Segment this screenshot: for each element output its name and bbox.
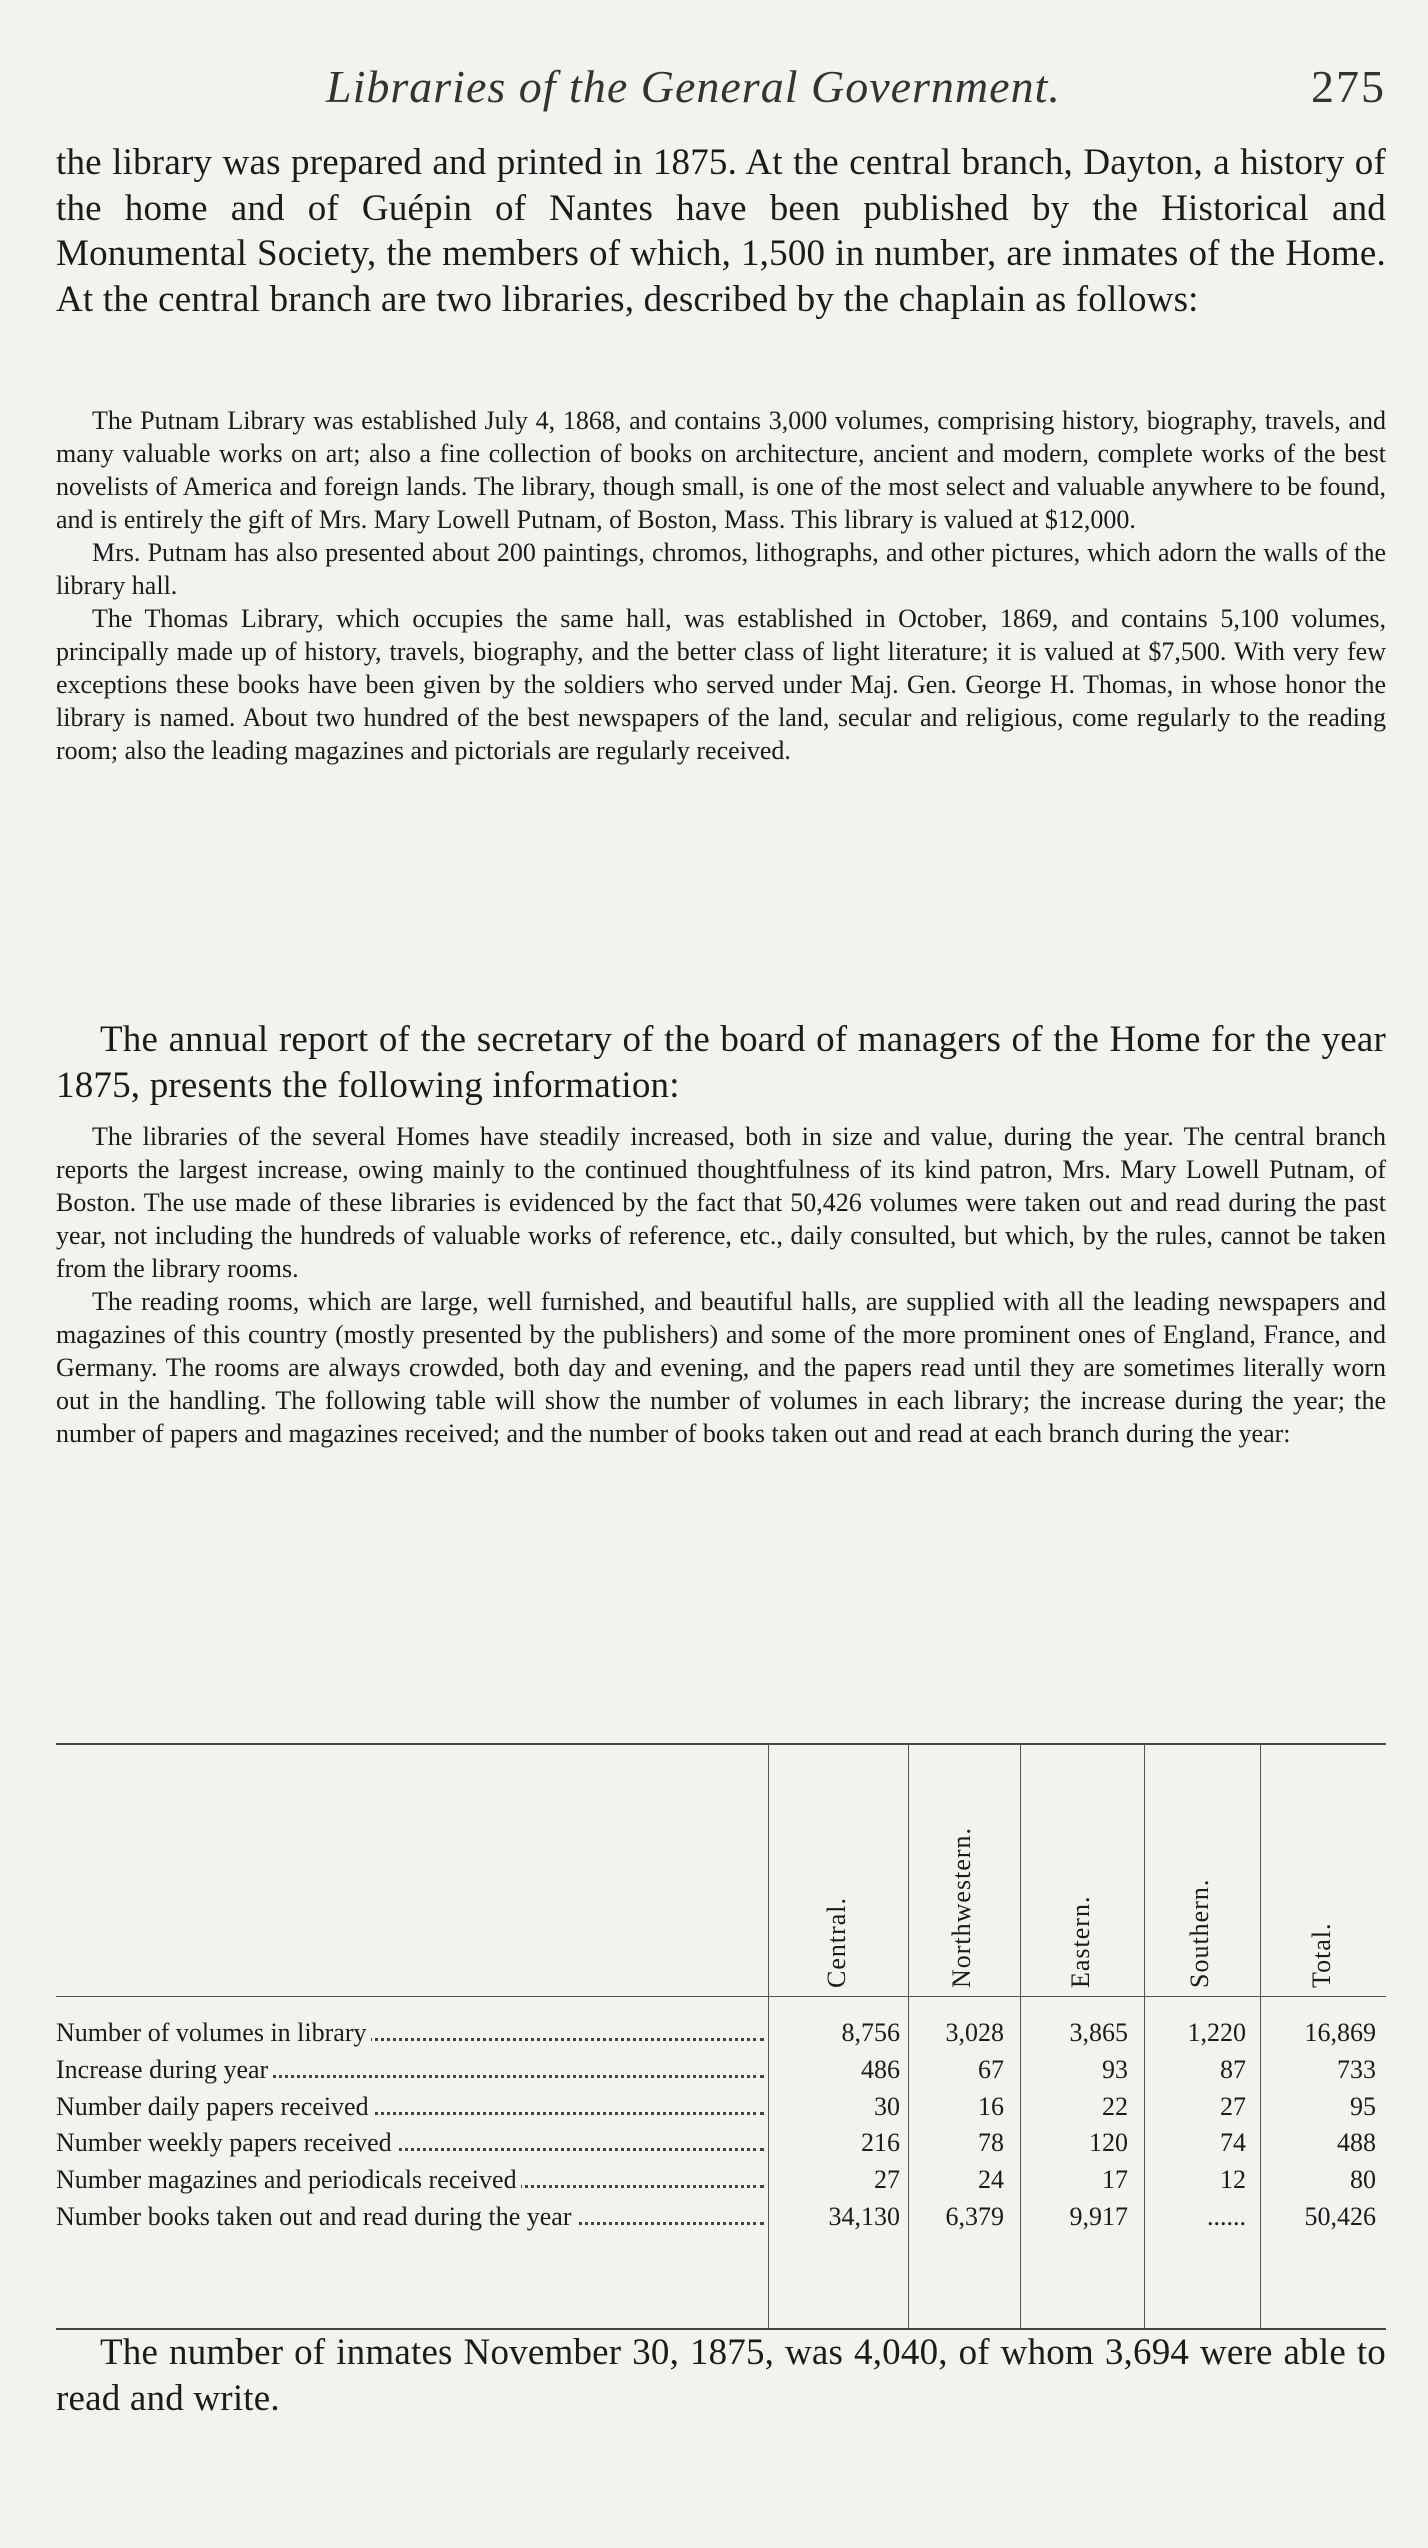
quote-paragraph: The Thomas Library, which occupies the same hall, was established in October, 1869, and contains 5,100 volumes, principally made up of history, travels, biography, and the better class of light literature; it is valued at $7,500. With very few exceptions these books have been given by the soldiers who served under Maj. Gen. George H. Thomas, in whose honor the library is named. About two hundred of the best newspapers of the land, secular and religious, come regularly to the reading room; also the leading magazines and pictorials are regularly received. xyxy=(56,604,1386,765)
table-cell: 27 xyxy=(1220,2091,1246,2121)
table-row-label xyxy=(56,2015,764,2051)
table-header-rule xyxy=(56,1996,1386,1997)
row-label-text: Number of volumes in library xyxy=(56,2018,371,2047)
column-divider xyxy=(1144,1743,1145,2329)
table-cell: 733 xyxy=(1337,2054,1376,2084)
table-row-label xyxy=(56,2125,764,2161)
intro-paragraph: the library was prepared and printed in 1875. At the central branch, Dayton, a history of the home and of Guépin of Nantes have been published by the Historical and Monumental Society, the members of which, 1,500 in number, are inmates of the Home. At the central branch are two libraries, described by the chaplain as follows: xyxy=(56,142,1386,320)
table-cell: 120 xyxy=(1089,2128,1128,2158)
table-cell: 1,220 xyxy=(1187,2018,1246,2047)
table-row-label xyxy=(56,2162,764,2198)
quote-paragraph: Mrs. Putnam has also presented about 200 paintings, chromos, lithographs, and other pictures, which adorn the walls of the library hall. xyxy=(56,538,1386,600)
table-cell: 3,865 xyxy=(1069,2018,1128,2047)
report-quote xyxy=(56,1120,1386,1450)
table-cell: 216 xyxy=(861,2128,900,2158)
table-cell: 78 xyxy=(978,2128,1004,2158)
table-cell: 80 xyxy=(1350,2165,1376,2195)
page-number: 275 xyxy=(1311,61,1386,112)
table-cell: 27 xyxy=(874,2165,900,2195)
table-cell: 486 xyxy=(861,2054,900,2084)
table-cell: 16 xyxy=(978,2091,1004,2121)
column-header-central: Central. xyxy=(822,1896,851,1988)
table-cell: 6,379 xyxy=(945,2202,1004,2231)
table-cell: 9,917 xyxy=(1069,2202,1128,2231)
table-row-label xyxy=(56,2089,764,2125)
row-label-text: Number magazines and periodicals received xyxy=(56,2165,521,2194)
column-divider xyxy=(768,1743,769,2329)
table-cell: 22 xyxy=(1102,2091,1128,2121)
table-cell: 87 xyxy=(1220,2054,1246,2084)
closing-section xyxy=(56,2330,1386,2421)
row-label-text: Number books taken out and read during the year xyxy=(56,2202,576,2231)
quote-paragraph: The reading rooms, which are large, well furnished, and beautiful halls, are supplied with all the leading newspapers and magazines of this country (mostly presented by the publishers) and some of the more prominent ones of England, France, and Germany. The rooms are always crowded, both day and evening, and the papers read until they are sometimes literally worn out in the handling. The following table will show the number of volumes in each library; the increase during the year; the number of papers and magazines received; and the number of books taken out and read at each branch during the year: xyxy=(56,1287,1386,1448)
quote-paragraph: The libraries of the several Homes have steadily increased, both in size and value, during the year. The central branch reports the largest increase, owing mainly to the continued thoughtfulness of its kind patron, Mrs. Mary Lowell Putnam, of Boston. The use made of these libraries is evidenced by the fact that 50,426 volumes were taken out and read during the past year, not including the hundreds of valuable works of reference, etc., daily consulted, but which, by the rules, cannot be taken from the library rooms. xyxy=(56,1122,1386,1283)
annual-paragraph: The annual report of the secretary of the board of managers of the Home for the year 1875, presents the following information: xyxy=(56,1019,1386,1106)
table-cell: 3,028 xyxy=(945,2018,1004,2047)
table-cell: 24 xyxy=(978,2165,1004,2195)
table-cell: 74 xyxy=(1220,2128,1246,2158)
table-cell: 30 xyxy=(874,2091,900,2121)
annual-report-intro xyxy=(56,1017,1386,1108)
column-header-southern: Southern. xyxy=(1185,1878,1214,1988)
column-header-northwestern: Northwestern. xyxy=(947,1826,976,1988)
table-cell: 12 xyxy=(1220,2165,1246,2195)
table-row-label xyxy=(56,2199,764,2235)
quote-paragraph: The Putnam Library was established July 4, 1868, and contains 3,000 volumes, comprising history, biography, travels, and many valuable works on art; also a fine collection of books on architecture, ancient and modern, complete works of the best novelists of America and foreign lands. The library, though small, is one of the most select and valuable anywhere to be found, and is entirely the gift of Mrs. Mary Lowell Putnam, of Boston, Mass. This library is valued at $12,000. xyxy=(56,406,1386,534)
table-top-rule xyxy=(56,1743,1386,1745)
row-label-text: Number weekly papers received xyxy=(56,2128,396,2157)
table-cell: 8,756 xyxy=(841,2018,900,2047)
closing-paragraph: The number of inmates November 30, 1875, was 4,040, of whom 3,694 were able to read and write. xyxy=(56,2332,1386,2419)
table-cell: 67 xyxy=(978,2054,1004,2084)
table-cell: ...... xyxy=(1207,2202,1246,2231)
table-cell: 488 xyxy=(1337,2128,1376,2158)
table-cell: 16,869 xyxy=(1304,2018,1376,2047)
intro-section xyxy=(56,140,1386,322)
table-cell: 34,130 xyxy=(828,2202,900,2231)
row-label-text: Number daily papers received xyxy=(56,2092,373,2121)
table-cell: 95 xyxy=(1350,2091,1376,2121)
table-cell: 50,426 xyxy=(1304,2202,1376,2231)
running-head: Libraries of the General Government. xyxy=(326,61,1061,112)
column-header-eastern: Eastern. xyxy=(1066,1895,1095,1988)
column-header-total: Total. xyxy=(1307,1922,1336,1988)
table-cell: 17 xyxy=(1102,2165,1128,2195)
page-header xyxy=(56,60,1386,120)
table-cell: 93 xyxy=(1102,2054,1128,2084)
library-statistics-table xyxy=(56,1743,1386,2329)
table-row-label xyxy=(56,2052,764,2088)
chaplain-quote xyxy=(56,404,1386,767)
row-label-text: Increase during year xyxy=(56,2055,272,2084)
